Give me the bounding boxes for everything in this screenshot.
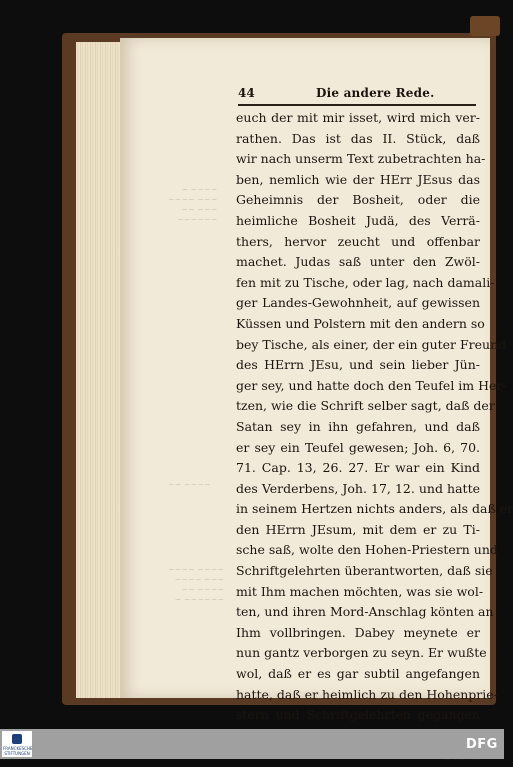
text-line: Schriftgelehrten überantworten, daß sie [236,563,493,579]
running-head: Die andere Rede. [316,86,435,100]
text-line: ben, nemlich wie der HErr JEsus das [236,171,480,187]
book-spine [470,16,500,36]
crest-icon [12,734,22,744]
text-line: wir nach unserm Text zubetrachten ha- [236,151,486,167]
bleed-through-text: ~~~~ ~~~~ ~~~ ~~~~ ~~~~ ~~ ~~~~~~ ~ [168,565,225,604]
text-line: Geheimnis der Bosheit, oder die [236,192,480,208]
francke-foundation-logo[interactable] [2,731,32,757]
text-line: heimliche Bosheit Judä, des Verrä- [236,212,480,228]
text-line: in seinem Hertzen nichts anders, als daß er [236,501,513,517]
page-number: 44 [238,86,255,100]
text-line: machet. Judas saß unter den Zwöl- [236,254,480,270]
dfg-logo[interactable]: DFG [466,737,498,752]
page-edges [76,42,123,698]
text-line: fen mit zu Tische, oder lag, nach damali- [236,274,495,290]
text-line: Küssen und Polstern mit den andern so [236,315,485,331]
text-line: sche saß, wolte den Hohen-Priestern und [236,542,498,558]
text-line: wol, daß er es gar subtil angefangen [236,666,480,682]
logo-text: FRANCKESCHE STIFTUNGEN [3,746,33,756]
text-line: Satan sey in ihn gefahren, und daß [236,418,480,434]
text-line: thers, hervor zeucht und offenbar [236,233,480,249]
text-line: hatte, daß er heimlich zu den Hohenprie- [236,686,498,702]
text-line: euch der mit mir isset, wird mich ver- [236,110,480,125]
header-rule [238,104,476,106]
text-line: stern und Schriftgelehrten gegangen [236,707,480,723]
text-line: er sey ein Teufel gewesen; Joh. 6, 70. [236,439,480,455]
page-header [238,86,478,102]
text-line: des HErrn JEsu, und sein lieber Jün- [236,357,480,373]
text-line: ger Landes-Gewohnheit, auf gewissen [236,295,480,311]
text-line: rathen. Das ist das II. Stück, daß [236,130,480,146]
text-line: bey Tische, als einer, der ein guter Freund [236,336,507,352]
text-line: tzen, wie die Schrift selber sagt, daß der [236,398,495,414]
bleed-through-text: ~~~~ ~ ~~~ ~~~~ ~~~ ~~ ~~~~~~ [168,185,218,224]
text-line: 71. Cap. 13, 26. 27. Er war ein Kind [236,460,480,476]
text-line: nun gantz verborgen zu seyn. Er wußte [236,645,487,661]
text-line: Ihm vollbringen. Dabey meynete er [236,624,480,640]
text-line: mit Ihm machen möchten, was sie wol- [236,583,484,599]
text-line: ger sey, und hatte doch den Teufel im Her- [236,377,507,393]
text-line: ten, und ihren Mord-Anschlag könten an [236,604,494,620]
bleed-through-text: ~~~~ ~~ [168,480,211,489]
text-line: des Verderbens, Joh. 17, 12. und hatte [236,480,480,496]
viewer-footer-bar [0,729,504,759]
text-line: den HErrn JEsum, mit dem er zu Ti- [236,521,480,537]
